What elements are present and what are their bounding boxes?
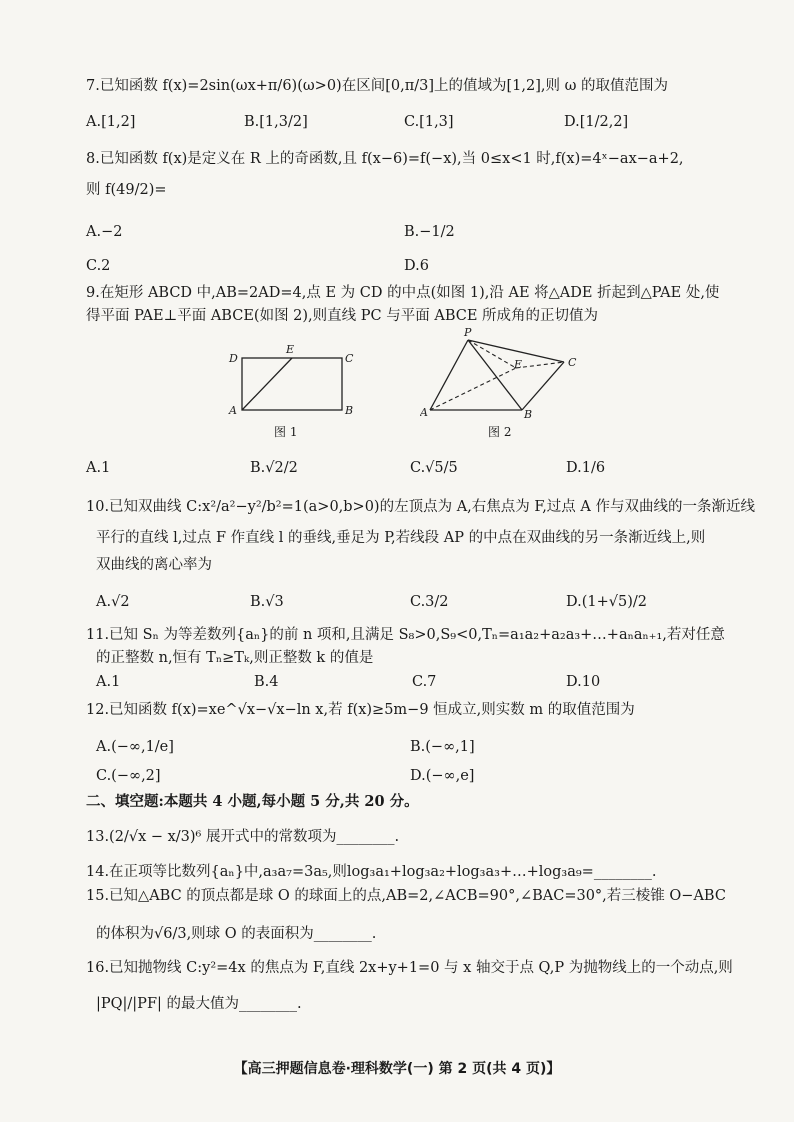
question-16-stem: 16.已知抛物线 C:y²=4x 的焦点为 F,直线 2x+y+1=0 与 x 轴交于点 Q,P 为抛物线上的一个动点,则 [86, 960, 733, 976]
segment-ae-dashed [430, 368, 516, 410]
question-15-stem-2: 的体积为√6/3,则球 O 的表面积为________. [96, 926, 377, 942]
question-10-stem-3: 双曲线的离心率为 [96, 557, 212, 573]
question-10-option-d: D.(1+√5)/2 [566, 594, 647, 610]
question-11-option-b: B.4 [254, 674, 279, 690]
question-8-option-a: A.−2 [86, 224, 123, 240]
question-7-option-c: C.[1,3] [404, 114, 454, 130]
question-11-option-a: A.1 [96, 674, 121, 690]
question-9-option-b: B.√2/2 [250, 460, 298, 476]
label-p: P [464, 326, 472, 339]
label-c: C [568, 356, 577, 369]
rectangle-abcd [242, 358, 342, 410]
question-8-stem: 8.已知函数 f(x)是定义在 R 上的奇函数,且 f(x−6)=f(−x),当 0≤x<1 时,f(x)=4ˣ−ax−a+2, [86, 151, 684, 167]
question-9-stem: 9.在矩形 ABCD 中,AB=2AD=4,点 E 为 CD 的中点(如图 1),沿 AE 将△ADE 折起到△PAE 处,使 [86, 285, 720, 301]
label-d: D [229, 352, 238, 365]
segment-bc [522, 362, 564, 410]
question-8-option-d: D.6 [404, 258, 429, 274]
segment-pa [430, 340, 468, 410]
question-7-option-a: A.[1,2] [86, 114, 136, 130]
question-9-stem-2: 得平面 PAE⊥平面 ABCE(如图 2),则直线 PC 与平面 ABCE 所成角的正切值为 [86, 308, 599, 324]
question-12-option-c: C.(−∞,2] [96, 768, 161, 784]
figure-1-caption: 图 1 [274, 425, 298, 439]
segment-ec [516, 362, 564, 368]
question-12-option-a: A.(−∞,1/e] [96, 739, 174, 755]
question-11-option-c: C.7 [412, 674, 437, 690]
question-9-option-c: C.√5/5 [410, 460, 458, 476]
segment-pe [468, 340, 516, 368]
question-14-stem: 14.在正项等比数列{aₙ}中,a₃a₇=3a₅,则log₃a₁+log₃a₂+log₃a₃+…+log₃a₉=________. [86, 864, 657, 880]
question-12-option-d: D.(−∞,e] [410, 768, 475, 784]
question-7-option-d: D.[1/2,2] [564, 114, 629, 130]
label-a: A [420, 406, 428, 419]
question-10-option-a: A.√2 [96, 594, 130, 610]
question-11-option-d: D.10 [566, 674, 601, 690]
segment-ae [242, 358, 292, 410]
question-11-stem-2: 的正整数 n,恒有 Tₙ≥Tₖ,则正整数 k 的值是 [96, 650, 374, 666]
question-10-stem-2: 平行的直线 l,过点 F 作直线 l 的垂线,垂足为 P,若线段 AP 的中点在双曲线的另一条渐近线上,则 [96, 530, 706, 546]
section-2-heading: 二、填空题:本题共 4 小题,每小题 5 分,共 20 分。 [86, 793, 419, 810]
question-11-stem: 11.已知 Sₙ 为等差数列{aₙ}的前 n 项和,且满足 S₈>0,S₉<0,Tₙ=a₁a₂+a₂a₃+…+aₙaₙ₊₁,若对任意 [86, 627, 725, 643]
figure-2-caption: 图 2 [488, 425, 512, 439]
question-9-option-a: A.1 [86, 460, 111, 476]
question-13-stem: 13.(2/√x − x/3)⁶ 展开式中的常数项为________. [86, 829, 400, 845]
question-16-stem-2: |PQ|/|PF| 的最大值为________. [96, 996, 302, 1012]
question-8-stem-2: 则 f(49/2)= [86, 182, 167, 198]
page-footer: 【高三押题信息卷·理科数学(一) 第 2 页(共 4 页)】 [233, 1061, 561, 1077]
figure-1-rectangle [220, 340, 360, 420]
question-12-stem: 12.已知函数 f(x)=xe^√x−√x−ln x,若 f(x)≥5m−9 恒成立,则实数 m 的取值范围为 [86, 702, 635, 718]
question-9-option-d: D.1/6 [566, 460, 606, 476]
label-e: E [286, 343, 295, 356]
label-b: B [524, 408, 533, 420]
question-10-stem: 10.已知双曲线 C:x²/a²−y²/b²=1(a>0,b>0)的左顶点为 A,右焦点为 F,过点 A 作与双曲线的一条渐近线 [86, 499, 755, 515]
label-b: B [345, 404, 354, 417]
label-e: E [514, 358, 523, 371]
question-7-option-b: B.[1,3/2] [244, 114, 308, 130]
question-7-stem: 7.已知函数 f(x)=2sin(ωx+π/6)(ω>0)在区间[0,π/3]上的值域为[1,2],则 ω 的取值范围为 [86, 78, 669, 94]
question-8-option-b: B.−1/2 [404, 224, 455, 240]
question-8-option-c: C.2 [86, 258, 111, 274]
question-10-option-c: C.3/2 [410, 594, 449, 610]
question-12-option-b: B.(−∞,1] [410, 739, 475, 755]
label-c: C [345, 352, 354, 365]
question-10-option-b: B.√3 [250, 594, 284, 610]
label-a: A [229, 404, 237, 417]
figure-2-folded-shape [420, 326, 590, 420]
question-15-stem: 15.已知△ABC 的顶点都是球 O 的球面上的点,AB=2,∠ACB=90°,∠BAC=30°,若三棱锥 O−ABC [86, 888, 726, 904]
